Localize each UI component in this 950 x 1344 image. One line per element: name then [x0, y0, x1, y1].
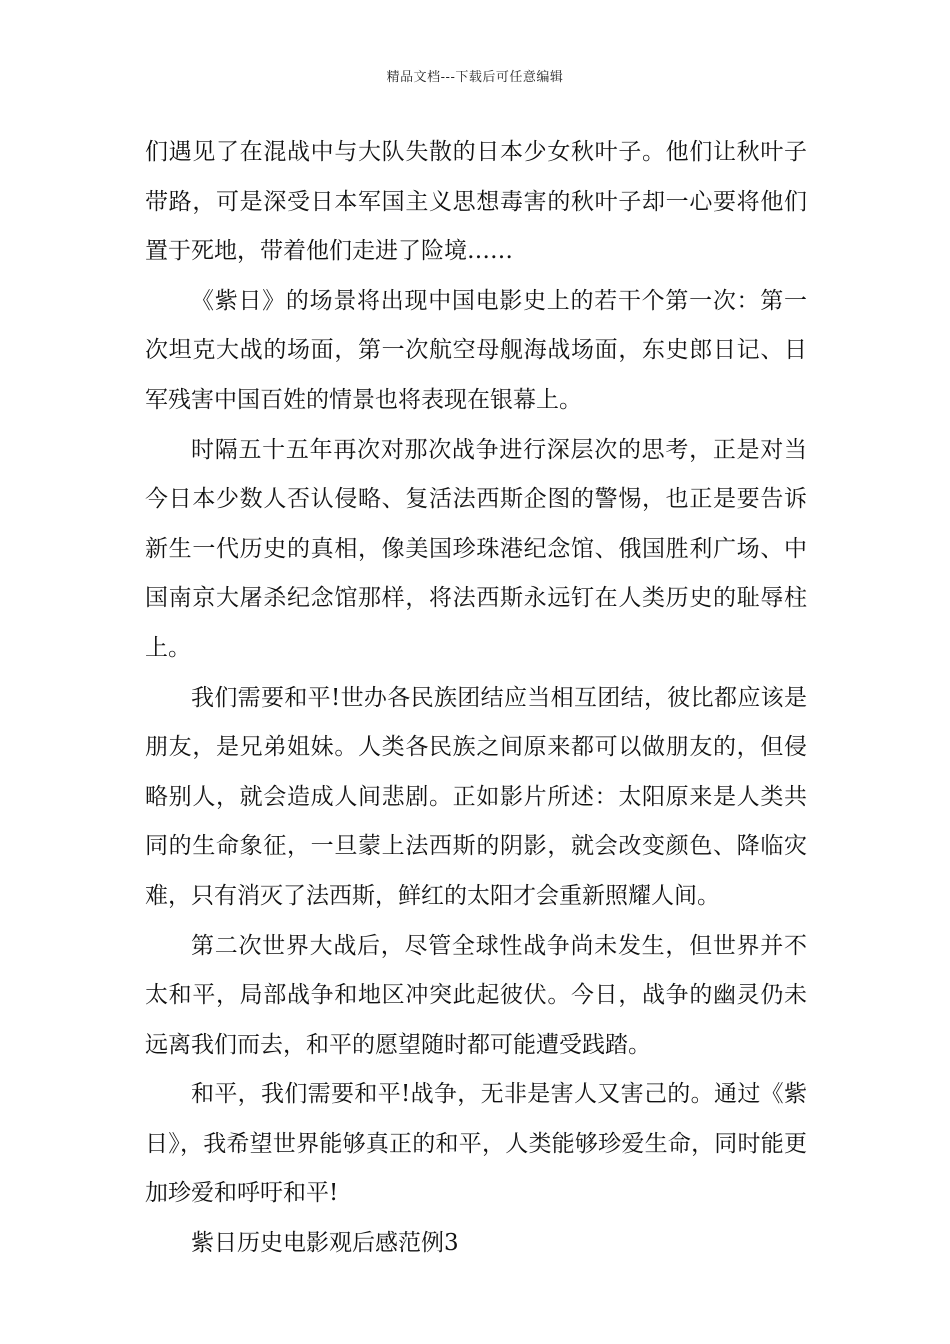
- page-header: 精品文档---下载后可任意编辑: [386, 70, 564, 85]
- paragraph-6: 和平，我们需要和平!战争，无非是害人又害己的。通过《紫日》，我希望世界能够真正的和平，人类能够珍爱生命，同时能更加珍爱和呼吁和平!: [145, 1081, 807, 1207]
- paragraph-1: 们遇见了在混战中与大队失散的日本少女秋叶子。他们让秋叶子带路，可是深受日本军国主义思想毒害的秋叶子却一心要将他们置于死地，带着他们走进了险境……: [145, 139, 807, 265]
- paragraph-2: 《紫日》的场景将出现中国电影史上的若干个第一次：第一次坦克大战的场面，第一次航空母舰海战场面，东史郎日记、日军残害中国百姓的情景也将表现在银幕上。: [145, 287, 807, 413]
- section-title: 紫日历史电影观后感范例3: [191, 1230, 459, 1257]
- document-body: [145, 128, 807, 1269]
- paragraph-5: 第二次世界大战后，尽管全球性战争尚未发生，但世界并不太和平，局部战争和地区冲突此起彼伏。今日，战争的幽灵仍未远离我们而去，和平的愿望随时都可能遭受践踏。: [145, 932, 807, 1058]
- paragraph-3: 时隔五十五年再次对那次战争进行深层次的思考，正是对当今日本少数人否认侵略、复活法西斯企图的警惕，也正是要告诉新生一代历史的真相，像美国珍珠港纪念馆、俄国胜利广场、中国南京大屠杀纪念馆那样，将法西斯永远钉在人类历史的耻辱柱上。: [145, 436, 807, 661]
- paragraph-4: 我们需要和平!世办各民族团结应当相互团结，彼比都应该是朋友，是兄弟姐妹。人类各民族之间原来都可以做朋友的，但侵略别人，就会造成人间悲剧。正如影片所述：太阳原来是人类共同的生命象征，一旦蒙上法西斯的阴影，就会改变颜色、降临灾难，只有消灭了法西斯，鲜红的太阳才会重新照耀人间。: [145, 684, 807, 909]
